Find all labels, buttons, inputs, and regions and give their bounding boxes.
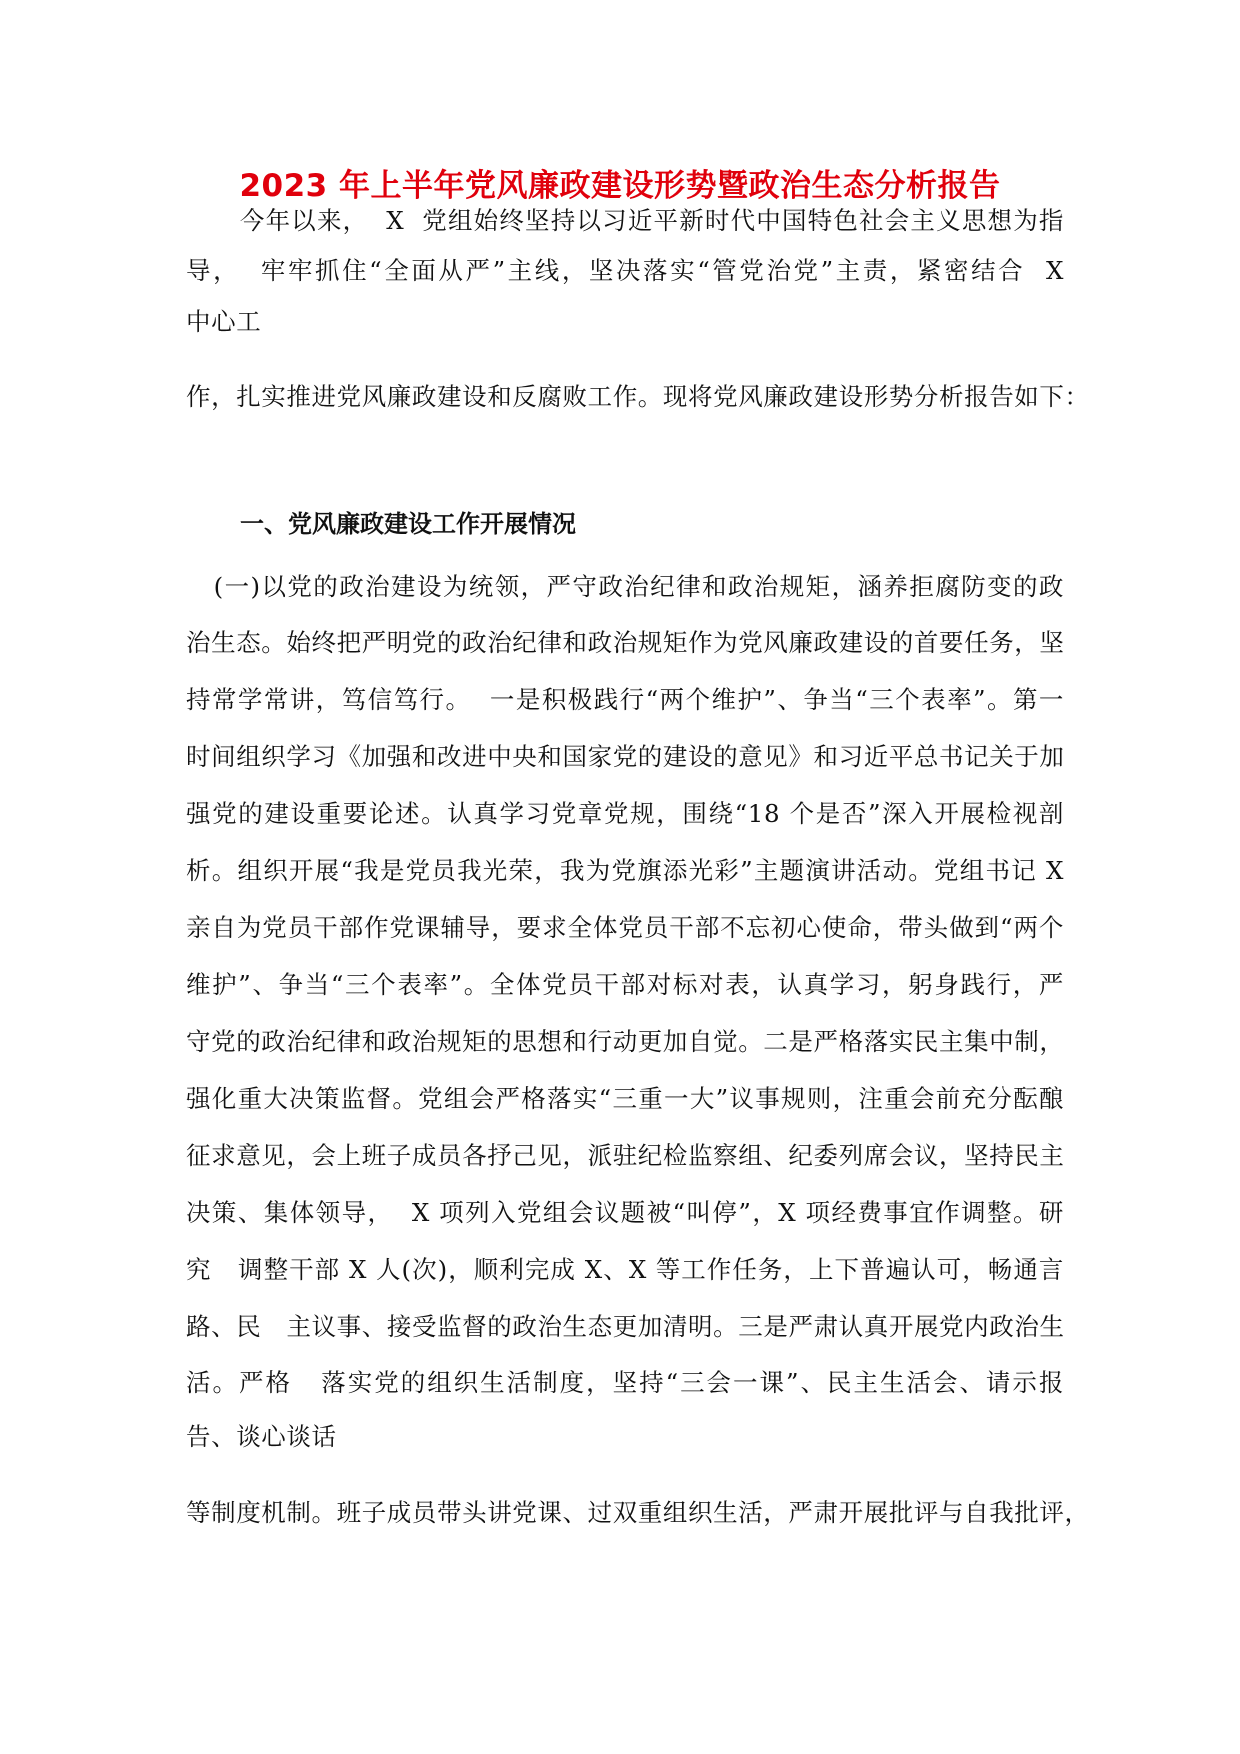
body-line: 析。组织开展“我是党员我光荣，我为党旗添光彩”主题演讲活动。党组书记 X — [186, 856, 1064, 885]
document-title: 2023 年上半年党风廉政建设形势暨政治生态分析报告 — [239, 168, 1001, 204]
body-line: 持常学常讲，笃信笃行。 一是积极践行“两个维护”、争当“三个表率”。第一 — [186, 685, 1064, 714]
body-line: 等制度机制。班子成员带头讲党课、过双重组织生活，严肃开展批评与自我批评， — [186, 1498, 1090, 1527]
body-line: 征求意见，会上班子成员各抒己见，派驻纪检监察组、纪委列席会议，坚持民主 — [186, 1141, 1065, 1170]
intro-line: 今年以来， X 党组始终坚持以习近平新时代中国特色社会主义思想为指 — [186, 206, 1064, 235]
body-line: 决策、集体领导， X 项列入党组会议题被“叫停”，X 项经费事宜作调整。研 — [186, 1198, 1064, 1227]
body-line: 活。严格 落实党的组织生活制度，坚持“三会一课”、民主生活会、请示报 — [186, 1368, 1064, 1397]
section-heading: 一、党风廉政建设工作开展情况 — [240, 510, 576, 538]
body-line: 究 调整干部 X 人(次)，顺利完成 X、X 等工作任务，上下普遍认可，畅通言 — [186, 1255, 1064, 1284]
body-line: 维护”、争当“三个表率”。全体党员干部对标对表，认真学习，躬身践行，严 — [186, 970, 1064, 999]
intro-line: 导， 牢牢抓住“全面从严”主线，坚决落实“管党治党”主责，紧密结合 X — [186, 256, 1064, 285]
intro-line: 作，扎实推进党风廉政建设和反腐败工作。现将党风廉政建设形势分析报告如下： — [186, 382, 1090, 411]
body-line: 强党的建设重要论述。认真学习党章党规，围绕“18 个是否”深入开展检视剖 — [186, 799, 1064, 828]
body-line: 时间组织学习《加强和改进中央和国家党的建设的意见》和习近平总书记关于加 — [186, 742, 1065, 771]
body-line: (一)以党的政治建设为统领，严守政治纪律和政治规矩，涵养拒腐防变的政 — [186, 572, 1064, 601]
body-line: 亲自为党员干部作党课辅导，要求全体党员干部不忘初心使命，带头做到“两个 — [186, 913, 1064, 942]
body-line: 路、民 主议事、接受监督的政治生态更加清明。三是严肃认真开展党内政治生 — [186, 1312, 1065, 1341]
body-line: 守党的政治纪律和政治规矩的思想和行动更加自觉。二是严格落实民主集中制， — [186, 1027, 1065, 1056]
intro-line: 中心工 — [186, 307, 262, 336]
body-line: 强化重大决策监督。党组会严格落实“三重一大”议事规则，注重会前充分酝酿 — [186, 1084, 1064, 1113]
body-line: 治生态。始终把严明党的政治纪律和政治规矩作为党风廉政建设的首要任务，坚 — [186, 628, 1065, 657]
body-line: 告、谈心谈话 — [186, 1422, 337, 1451]
